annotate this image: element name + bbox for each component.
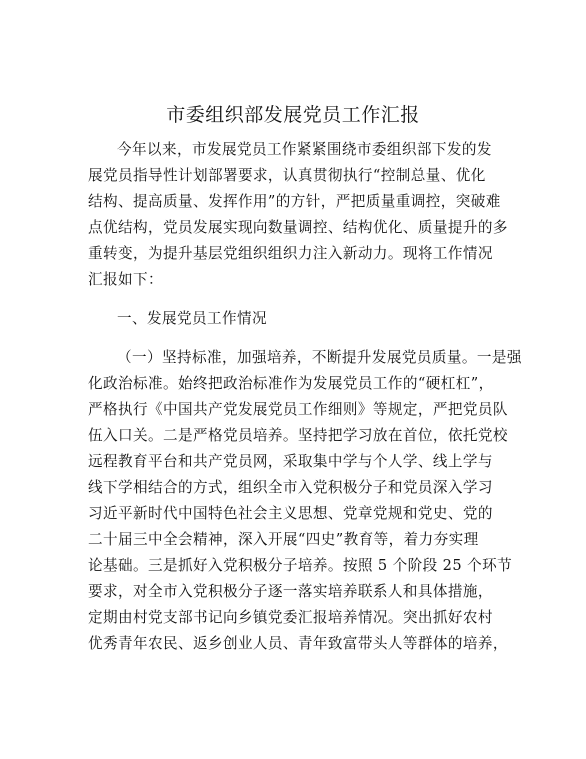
paragraph-line: 要求，对全市入党积极分子逐一落实培养联系人和具体措施，	[88, 583, 493, 600]
document-title: 市委组织部发展党员工作汇报	[166, 104, 420, 126]
paragraph-line: 优秀青年农民、返乡创业人员、青年致富带头人等群体的培养，	[88, 635, 508, 652]
paragraph-line: 点优结构，党员发展实现向数量调控、结构优化、质量提升的多	[88, 219, 508, 236]
paragraph-line: 伍入口关。二是严格党员培养。坚持把学习放在首位，依托党校	[88, 427, 508, 444]
paragraph-line: 今年以来，市发展党员工作紧紧围绕市委组织部下发的发	[117, 141, 492, 158]
paragraph-line: 化政治标准。始终把政治标准作为发展党员工作的“硬杠杠”，	[88, 375, 494, 392]
paragraph-line: 重转变，为提升基层党组织组织力注入新动力。现将工作情况	[88, 245, 493, 262]
paragraph-line: 论基础。三是抓好入党积极分子培养。按照 5 个阶段 25 个环节	[88, 557, 513, 574]
paragraph-line: 定期由村党支部书记向乡镇党委汇报培养情况。突出抓好农村	[88, 609, 493, 626]
paragraph-line: 展党员指导性计划部署要求，认真贯彻执行“控制总量、优化	[88, 167, 486, 184]
paragraph-line: 习近平新时代中国特色社会主义思想、党章党规和党史、党的	[88, 505, 493, 522]
paragraph-line: 汇报如下：	[88, 271, 163, 288]
paragraph-line: 严格执行《中国共产党发展党员工作细则》等规定，严把党员队	[88, 401, 508, 418]
paragraph-line: 远程教育平台和共产党员网，采取集中学与个人学、线上学与	[88, 453, 493, 470]
paragraph-line: 二十届三中全会精神，深入开展“四史”教育等，着力夯实理	[88, 531, 479, 548]
paragraph-line: 结构、提高质量、发挥作用”的方针，严把质量重调控，突破难	[88, 193, 501, 210]
paragraph-line: 线下学相结合的方式，组织全市入党积极分子和党员深入学习	[88, 479, 493, 496]
section-heading: 一、发展党员工作情况	[117, 310, 267, 327]
paragraph-line: （一）坚持标准，加强培养，不断提升发展党员质量。一是强	[117, 349, 522, 366]
